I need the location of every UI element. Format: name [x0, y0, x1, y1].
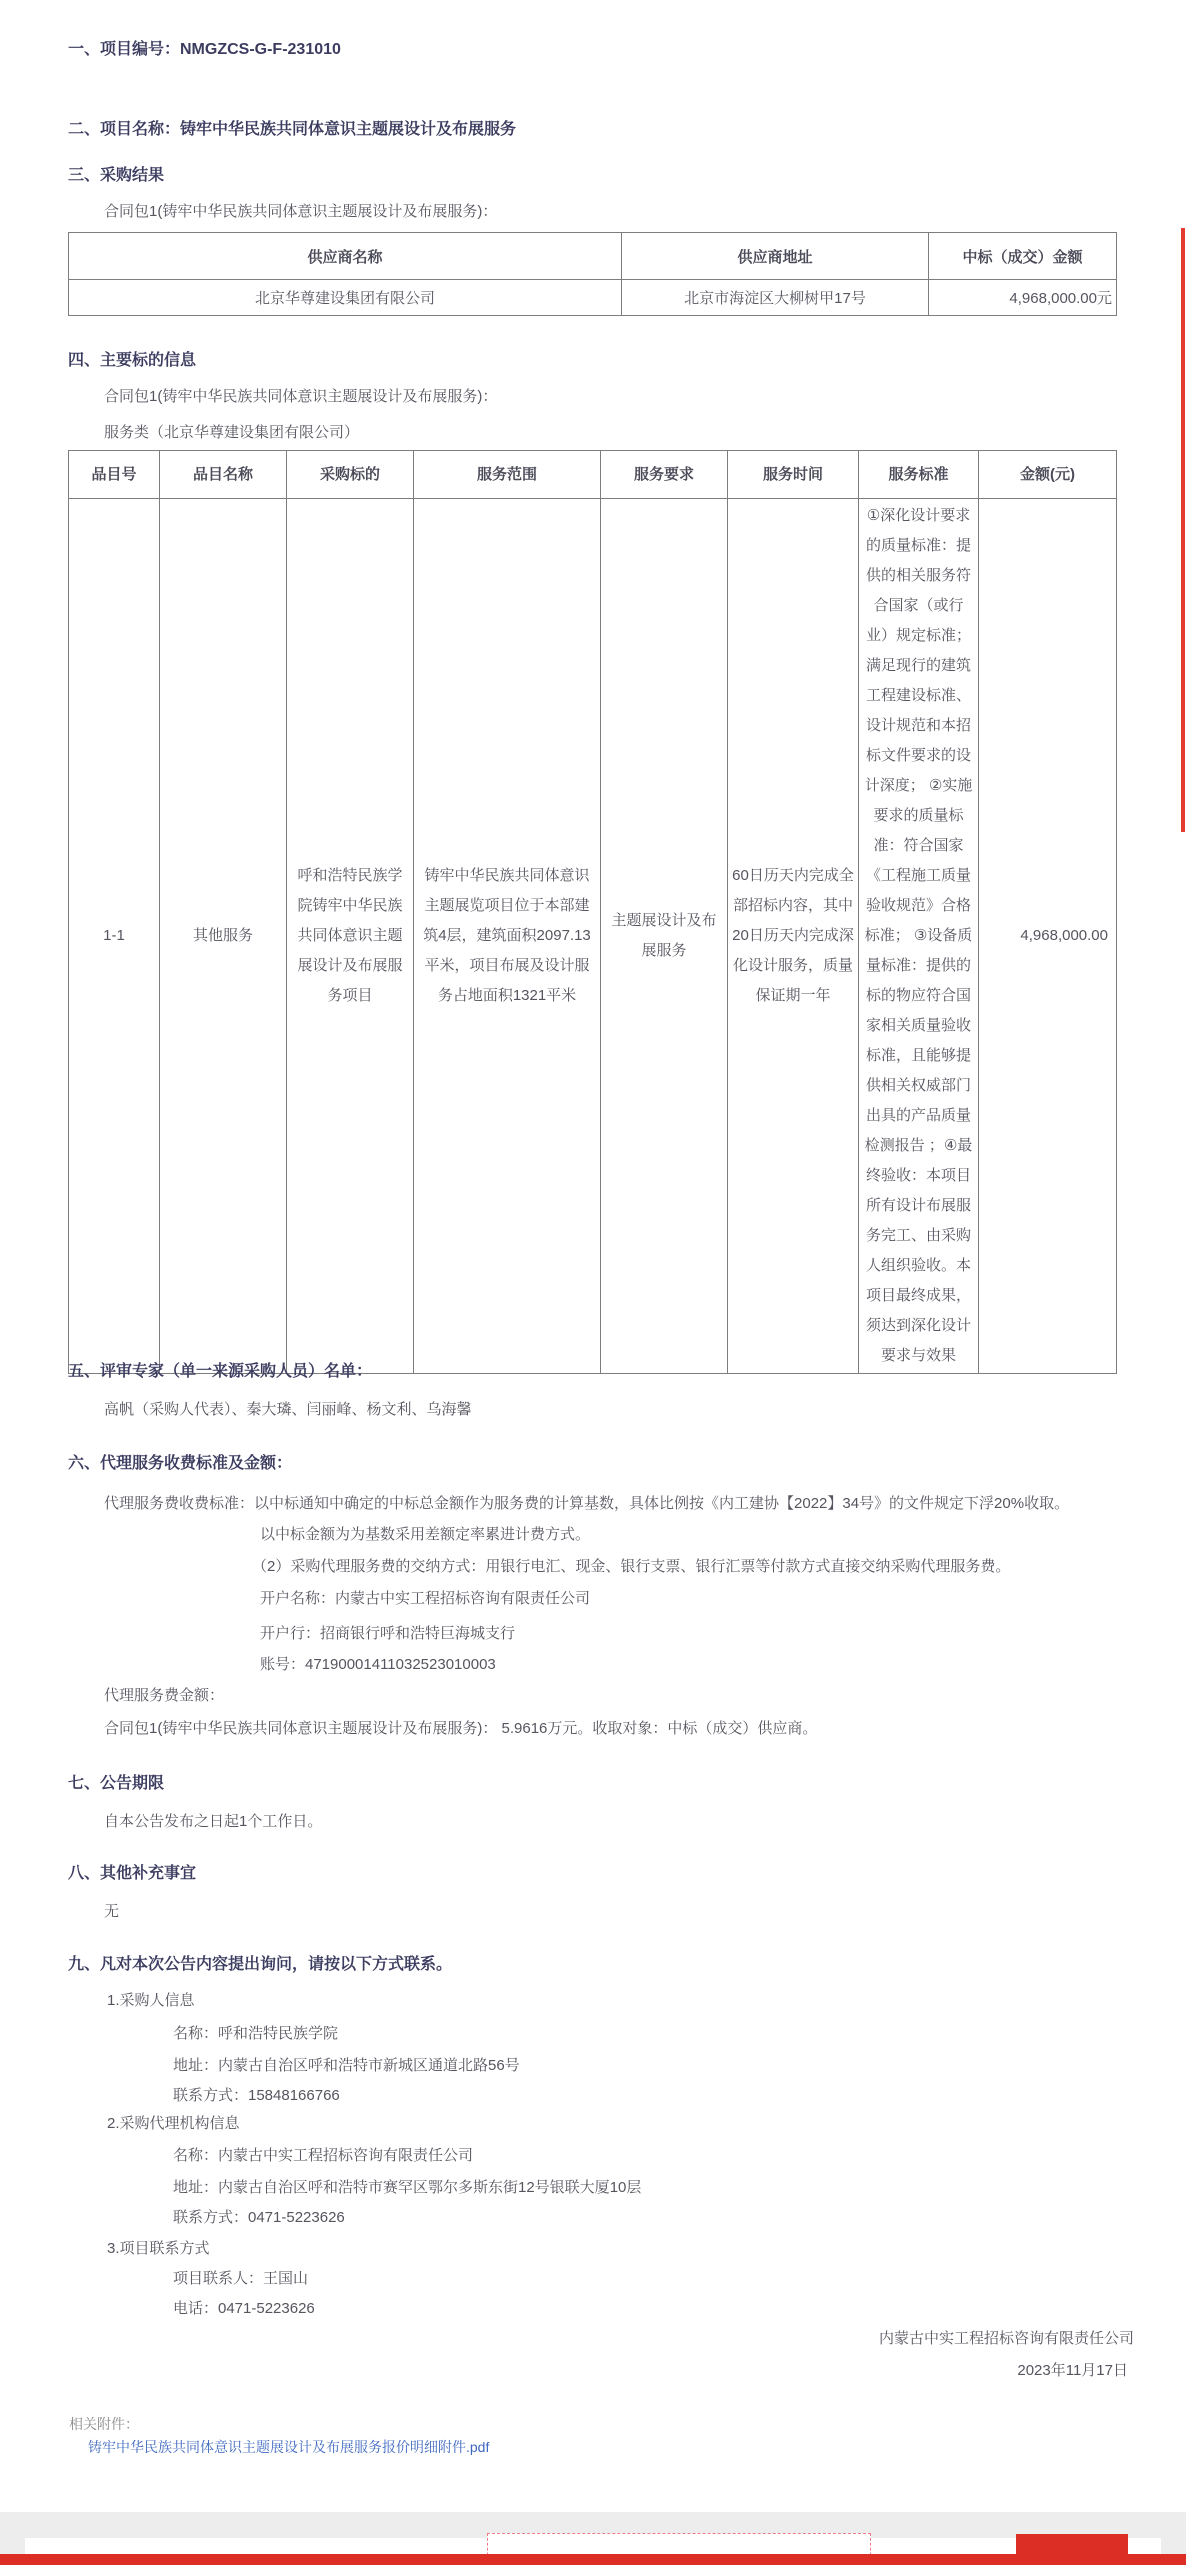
- supplier-address-cell: 北京市海淀区大柳树甲17号: [622, 280, 929, 316]
- service-time-cell: 60日历天内完成全部招标内容，其中20日历天内完成深化设计服务，质量保证期一年: [728, 499, 859, 1374]
- section-4-category-line: 服务类（北京华尊建设集团有限公司）: [104, 424, 360, 441]
- account-number-line: 账号：47190001411032523010003: [260, 1656, 496, 1673]
- purchaser-address: 地址：内蒙古自治区呼和浩特市新城区通道北路56号: [173, 2057, 520, 2074]
- section-8-title: 八、其他补充事宜: [68, 1865, 197, 1882]
- col-amount: 金额(元): [979, 451, 1117, 499]
- section-3-package-line: 合同包1(铸牢中华民族共同体意识主题展设计及布展服务)：: [104, 203, 498, 220]
- agency-fee-standard-line: 代理服务费收费标准：以中标通知中确定的中标总金额作为服务费的计算基数，具体比例按《内工建协【2022】34号》的文件规定下浮20%收取。: [104, 1495, 1070, 1512]
- agency-fee-amount-label: 代理服务费金额：: [104, 1687, 225, 1704]
- attachment-pdf-link[interactable]: 铸牢中华民族共同体意识主题展设计及布展服务报价明细附件.pdf: [88, 2439, 490, 2455]
- section-1-project-number: 一、项目编号：NMGZCS-G-F-231010: [68, 41, 341, 58]
- agency-info-heading: 2.采购代理机构信息: [107, 2115, 240, 2132]
- section-4-title: 四、主要标的信息: [68, 352, 197, 369]
- purchaser-info-heading: 1.采购人信息: [107, 1992, 195, 2009]
- col-supplier-name: 供应商名称: [69, 233, 622, 280]
- footer-band: [0, 2512, 1186, 2565]
- section-3-title: 三、采购结果: [68, 167, 165, 184]
- section-9-title: 九、凡对本次公告内容提出询问，请按以下方式联系。: [68, 1956, 453, 1973]
- section-2-project-name: 二、项目名称：铸牢中华民族共同体意识主题展设计及布展服务: [68, 121, 517, 138]
- table-header-row: [69, 233, 1117, 280]
- scrollbar-thumb[interactable]: [1181, 228, 1185, 832]
- supplier-name-cell: 北京华尊建设集团有限公司: [69, 280, 622, 316]
- announcement-period: 自本公告发布之日起1个工作日。: [104, 1813, 323, 1830]
- subject-cell: 呼和浩特民族学院铸牢中华民族共同体意识主题展设计及布展服务项目: [287, 499, 414, 1374]
- col-supplier-address: 供应商地址: [622, 233, 929, 280]
- account-name-line: 开户名称：内蒙古中实工程招标咨询有限责任公司: [260, 1590, 591, 1607]
- item-number-cell: 1-1: [69, 499, 160, 1374]
- agency-fee-amount-line: 合同包1(铸牢中华民族共同体意识主题展设计及布展服务)： 5.9616万元。收取对象：中标（成交）供应商。: [104, 1720, 818, 1737]
- signature-date: 2023年11月17日: [1017, 2362, 1128, 2379]
- col-service-time: 服务时间: [728, 451, 859, 499]
- purchaser-contact: 联系方式：15848166766: [173, 2087, 340, 2104]
- agency-fee-payment-line: （2）采购代理服务费的交纳方式：用银行电汇、现金、银行支票、银行汇票等付款方式直接交纳采购代理服务费。: [252, 1558, 1011, 1575]
- project-contact-heading: 3.项目联系方式: [107, 2240, 210, 2257]
- col-item-name: 品目名称: [160, 451, 287, 499]
- agency-name: 名称：内蒙古中实工程招标咨询有限责任公司: [173, 2147, 474, 2164]
- attachments-label: 相关附件：: [69, 2416, 139, 2432]
- service-scope-cell: 铸牢中华民族共同体意识主题展览项目位于本部建筑4层，建筑面积2097.13平米，项目布展及设计服务占地面积1321平米: [414, 499, 601, 1374]
- table-row: [69, 280, 1117, 316]
- footer-red-strip: [0, 2554, 1186, 2565]
- col-service-require: 服务要求: [601, 451, 728, 499]
- agency-fee-basis-line: 以中标金额为为基数采用差额定率累进计费方式。: [260, 1526, 591, 1543]
- subject-info-table: [68, 450, 1117, 1374]
- section-5-title: 五、评审专家（单一来源采购人员）名单：: [68, 1363, 373, 1380]
- purchaser-name: 名称：呼和浩特民族学院: [173, 2025, 339, 2042]
- item-name-cell: 其他服务: [160, 499, 287, 1374]
- table-header-row: [69, 451, 1117, 499]
- section-7-title: 七、公告期限: [68, 1775, 165, 1792]
- service-standard-cell: ①深化设计要求的质量标准：提供的相关服务符合国家（或行业）规定标准；满足现行的建筑工程建设标准、设计规范和本招标文件要求的设计深度； ②实施要求的质量标准：符合国家《工程施工质量验收规范》合格标准； ③设备质量标准：提供的标的物应符合国家相关质量验收标准，且能够提供相关权威部门出具的产品质量检测报告 ；④最终验收：本项目所有设计布展服务完工、由采购人组织验收。本项目最终成果，须达到深化设计要求与效果: [859, 499, 979, 1374]
- col-service-standard: 服务标准: [859, 451, 979, 499]
- amount-cell: 4,968,000.00: [979, 499, 1117, 1374]
- project-contact-person: 项目联系人：王国山: [173, 2270, 309, 2287]
- col-service-scope: 服务范围: [414, 451, 601, 499]
- section-6-title: 六、代理服务收费标准及金额：: [68, 1455, 293, 1472]
- project-contact-phone: 电话：0471-5223626: [173, 2300, 315, 2317]
- table-row: [69, 499, 1117, 1374]
- service-require-cell: 主题展设计及布展服务: [601, 499, 728, 1374]
- agency-address: 地址：内蒙古自治区呼和浩特市赛罕区鄂尔多斯东街12号银联大厦10层: [173, 2179, 642, 2196]
- agency-contact: 联系方式：0471-5223626: [173, 2209, 345, 2226]
- award-amount-cell: 4,968,000.00元: [929, 280, 1117, 316]
- section-4-package-line: 合同包1(铸牢中华民族共同体意识主题展设计及布展服务)：: [104, 388, 498, 405]
- other-matters: 无: [104, 1903, 120, 1920]
- col-subject: 采购标的: [287, 451, 414, 499]
- procurement-result-table: [68, 232, 1117, 316]
- bank-line: 开户行：招商银行呼和浩特巨海城支行: [260, 1625, 516, 1642]
- col-award-amount: 中标（成交）金额: [929, 233, 1117, 280]
- col-item-number: 品目号: [69, 451, 160, 499]
- signature-company: 内蒙古中实工程招标咨询有限责任公司: [878, 2330, 1134, 2347]
- expert-names: 高帆（采购人代表）、秦大璘、闫丽峰、杨文利、乌海馨: [104, 1401, 472, 1418]
